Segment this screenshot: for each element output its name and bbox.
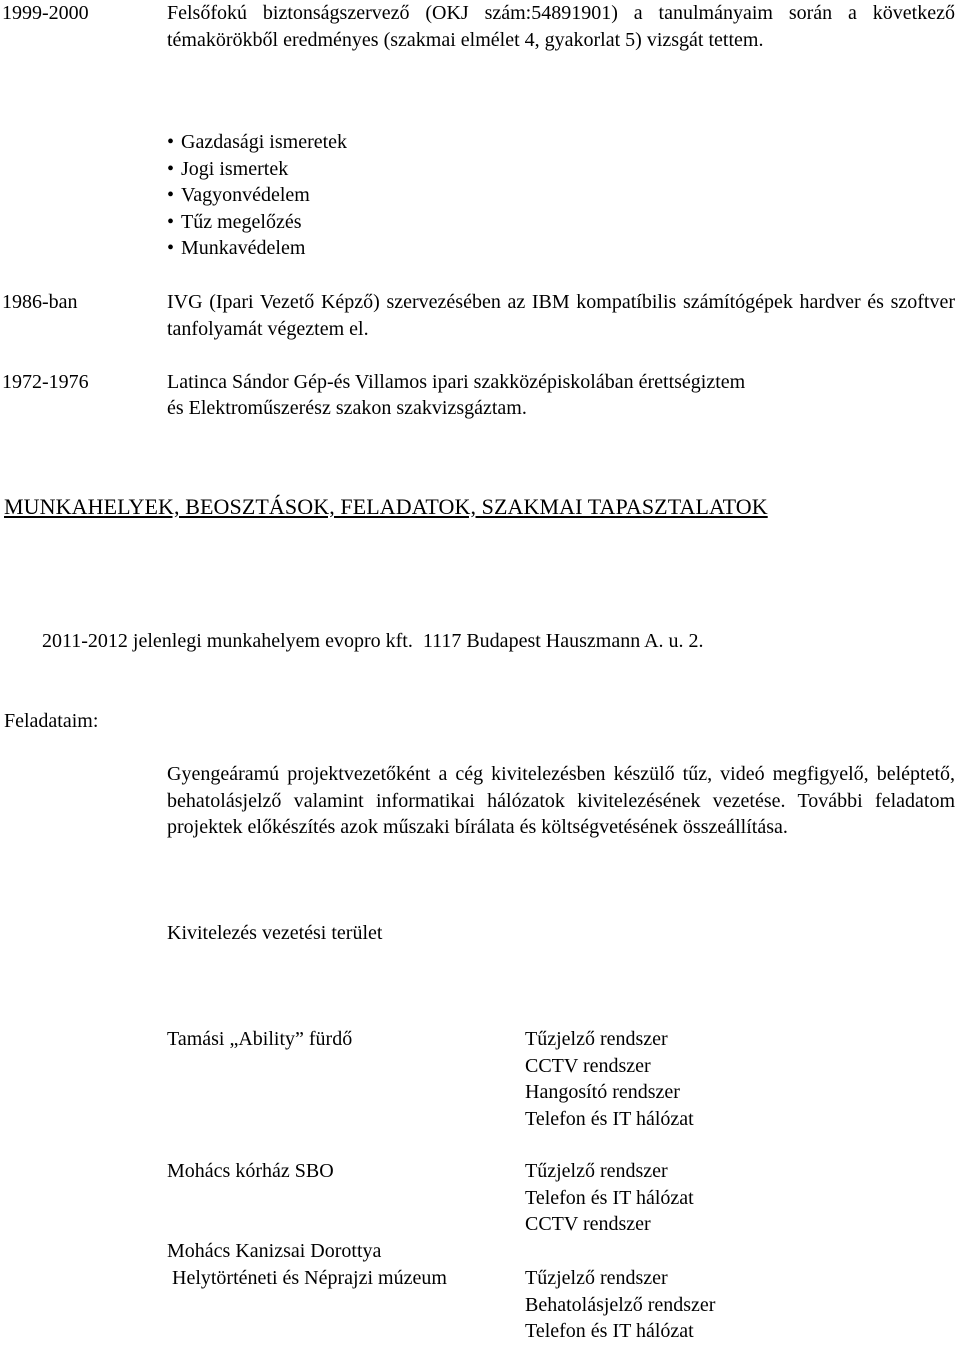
bullet-icon: • — [167, 237, 175, 259]
education-1999-text: Felsőfokú biztonságszervező (OKJ szám:54891901) a tanulmányaim során a következő témakörökből eredményes (szakmai elmélet 4, gyakorlat 5) vizsgát tettem. — [167, 2, 955, 51]
list-item: • Vagyonvédelem — [167, 182, 347, 209]
list-item: Tűzjelző rendszer — [525, 1160, 668, 1182]
bullet-icon: • — [167, 131, 175, 153]
list-item: CCTV rendszer — [525, 1213, 651, 1235]
period-1999-2000: 1999-2000 — [2, 2, 89, 24]
section-title: MUNKAHELYEK, BEOSZTÁSOK, FELADATOK, SZAKMAI TAPASZTALATOK — [4, 494, 768, 519]
project-name: Tamási „Ability” fürdő — [167, 1028, 353, 1050]
list-item: CCTV rendszer — [525, 1054, 651, 1077]
education-1972-line2: és Elektroműszerész szakon szakvizsgáztam. — [167, 397, 527, 419]
list-item: Tűzjelző rendszer — [525, 1267, 668, 1289]
job-line: 2011-2012 jelenlegi munkahelyem evopro kft. 1117 Budapest Hauszmann A. u. 2. — [42, 630, 704, 652]
tasks-text: Gyengeáramú projektvezetőként a cég kivitelezésben készülő tűz, videó megfigyelő, beléptető, behatolásjelző valamint informatikai hálózatok kivitelezésének vezetése. További feladatom projektek előkészítés azok műszaki bírálata és költségvetésének összeállítása. — [167, 763, 955, 838]
period-1986: 1986-ban — [2, 291, 78, 313]
list-item: • Gazdasági ismeretek — [167, 129, 347, 156]
list-item: Telefon és IT hálózat — [525, 1186, 694, 1209]
education-1986-text: IVG (Ipari Vezető Képző) szervezésében az IBM kompatíbilis számítógépek hardver és szoftver tanfolyamát végeztem el. — [167, 291, 955, 340]
list-item: • Tűz megelőzés — [167, 209, 347, 236]
area-title: Kivitelezés vezetési terület — [167, 922, 383, 944]
bullet-icon: • — [167, 157, 175, 180]
project-name: Mohács kórház SBO — [167, 1160, 334, 1182]
list-item: Telefon és IT hálózat — [525, 1320, 694, 1342]
project-name: Mohács Kanizsai Dorottya — [167, 1240, 382, 1262]
bullet-icon: • — [167, 210, 175, 233]
period-1972-1976: 1972-1976 — [2, 371, 89, 393]
list-item: Telefon és IT hálózat — [525, 1107, 694, 1130]
project-systems — [525, 1026, 694, 1132]
education-1972-line1: Latinca Sándor Gép-és Villamos ipari szakközépiskolában érettségiztem — [167, 371, 746, 393]
project-name: Helytörténeti és Néprajzi múzeum — [167, 1267, 447, 1289]
list-item: Behatolásjelző rendszer — [525, 1293, 716, 1316]
list-item: • Jogi ismertek — [167, 156, 347, 183]
list-item: Hangosító rendszer — [525, 1081, 680, 1103]
list-item: • Munkavédelem — [167, 235, 347, 262]
project-systems — [525, 1158, 694, 1238]
tasks-label: Feladataim: — [4, 710, 99, 732]
list-item: Tűzjelző rendszer — [525, 1028, 668, 1050]
subject-list — [167, 129, 347, 262]
project-systems — [525, 1265, 715, 1345]
bullet-icon: • — [167, 184, 175, 206]
